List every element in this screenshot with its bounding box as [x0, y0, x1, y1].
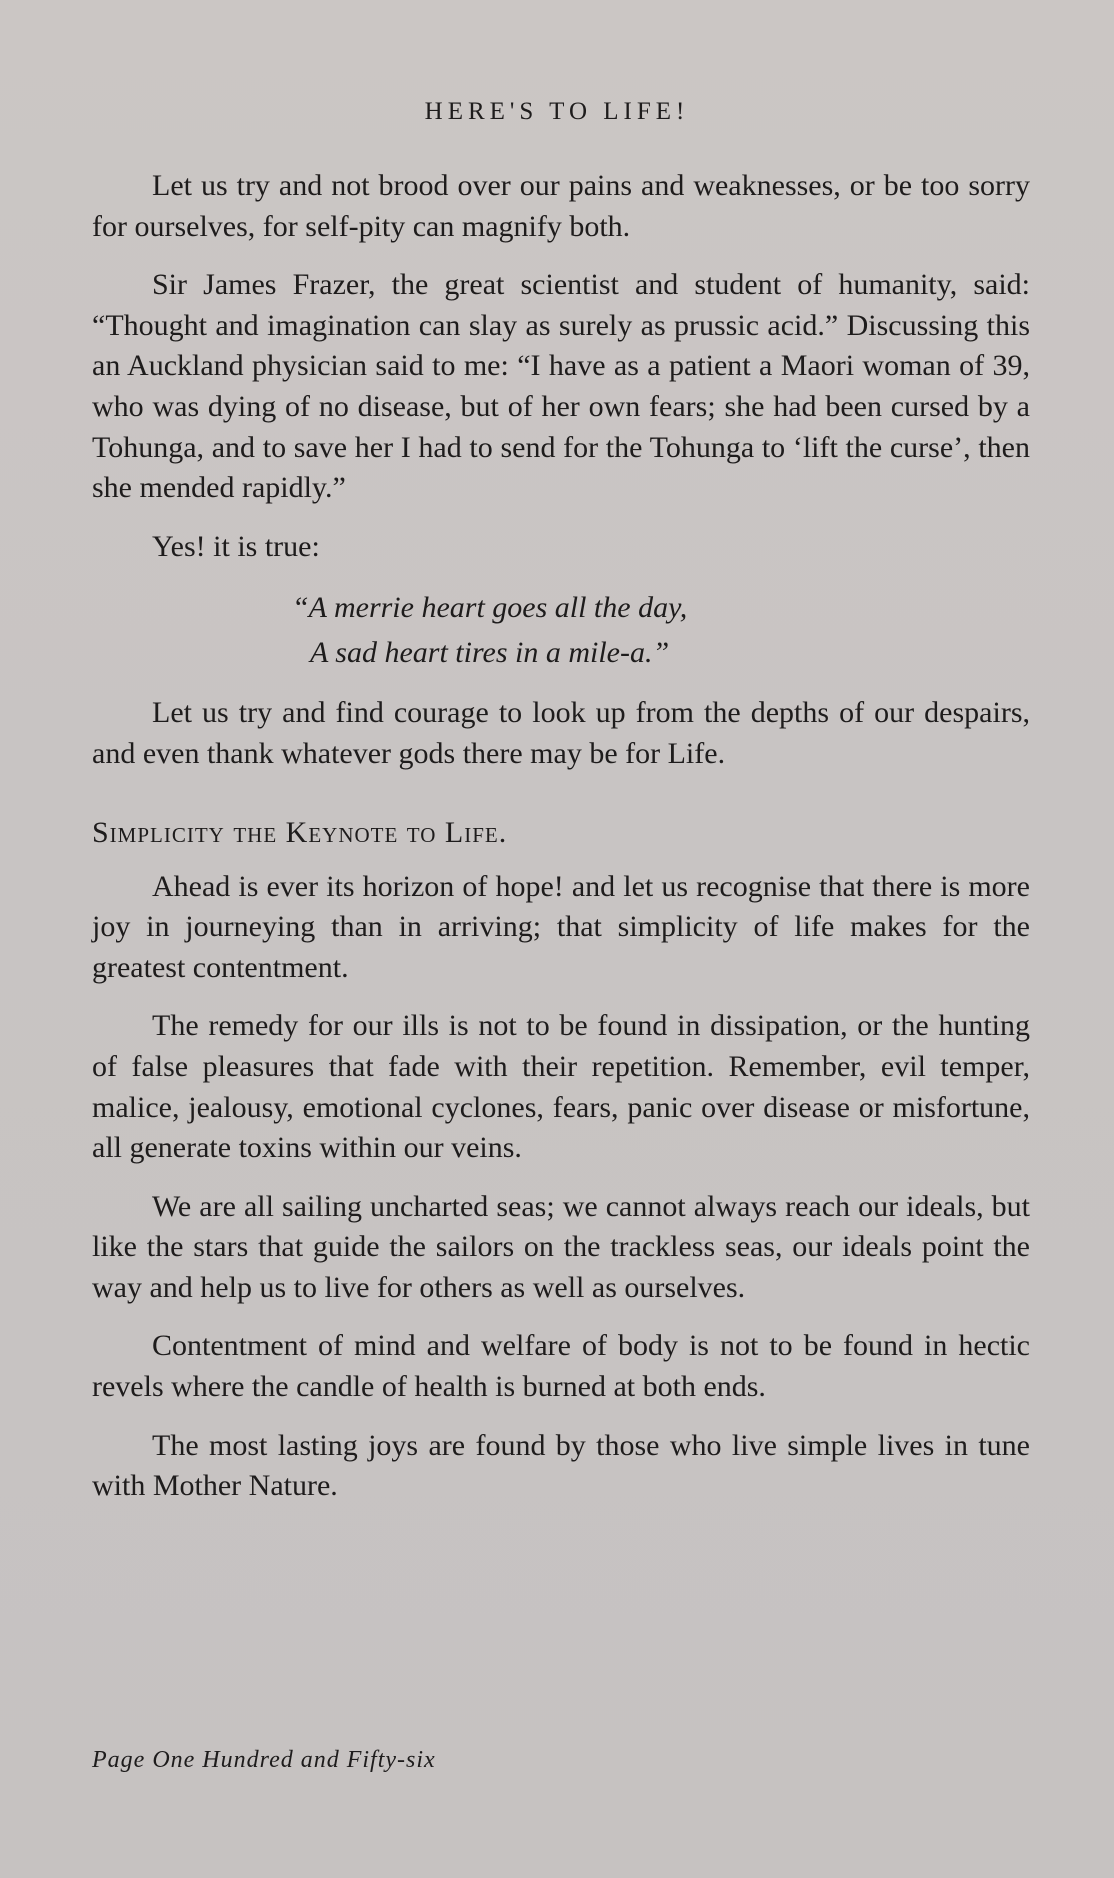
paragraph-6: The remedy for our ills is not to be found in dissipation, or the hunting of false pleasures that fade with their repetition. Remember, evil temper, malice, jealousy, emotional cyclones, fears, panic over disease or misfortune, all generate toxins within our veins.: [92, 1009, 1030, 1165]
body-text: [92, 166, 1030, 1525]
page-footer: Page One Hundred and Fifty-six: [92, 1747, 436, 1773]
verse-line-1: “A merrie heart goes all the day,: [292, 591, 688, 625]
paragraph-1: Let us try and not brood over our pains and weaknesses, or be too sorry for ourselves, for self-pity can magnify both.: [92, 169, 1030, 243]
paragraph-3: Yes! it is true:: [152, 529, 320, 563]
verse-line-2: A sad heart tires in a mile-a.”: [310, 636, 670, 670]
verse-quote: [292, 585, 1030, 675]
paragraph-8: Contentment of mind and welfare of body is not to be found in hectic revels where the candle of health is burned at both ends.: [92, 1329, 1030, 1404]
paragraph-4: Let us try and find courage to look up from the depths of our despairs, and even thank whatever gods there may be for Life.: [92, 696, 1030, 770]
running-head: HERE'S TO LIFE!: [424, 98, 690, 125]
paragraph-7: We are all sailing uncharted seas; we cannot always reach our ideals, but like the stars that guide the sailors on the trackless seas, our ideals point the way and help us to live for others as well as ourselves.: [92, 1189, 1030, 1304]
paragraph-2: Sir James Frazer, the great scientist and student of humanity, said: “Thought and imagination can slay as surely as prussic acid.” Discussing this an Auckland physician said to me: “I have as a patient a Maori woman of 39, who was dying of no disease, but of her own fears; she had been cursed by a Tohunga, and to save her I had to send for the Tohunga to ‘lift the curse’, then she mended rapidly.”: [92, 268, 1030, 505]
section-heading: Simplicity the Keynote to Life.: [92, 815, 508, 849]
paragraph-5: Ahead is ever its horizon of hope! and let us recognise that there is more joy in journeying than in arriving; that simplicity of life makes for the greatest contentment.: [92, 869, 1030, 984]
paragraph-9: The most lasting joys are found by those who live simple lives in tune with Mother Nature.: [92, 1428, 1030, 1503]
